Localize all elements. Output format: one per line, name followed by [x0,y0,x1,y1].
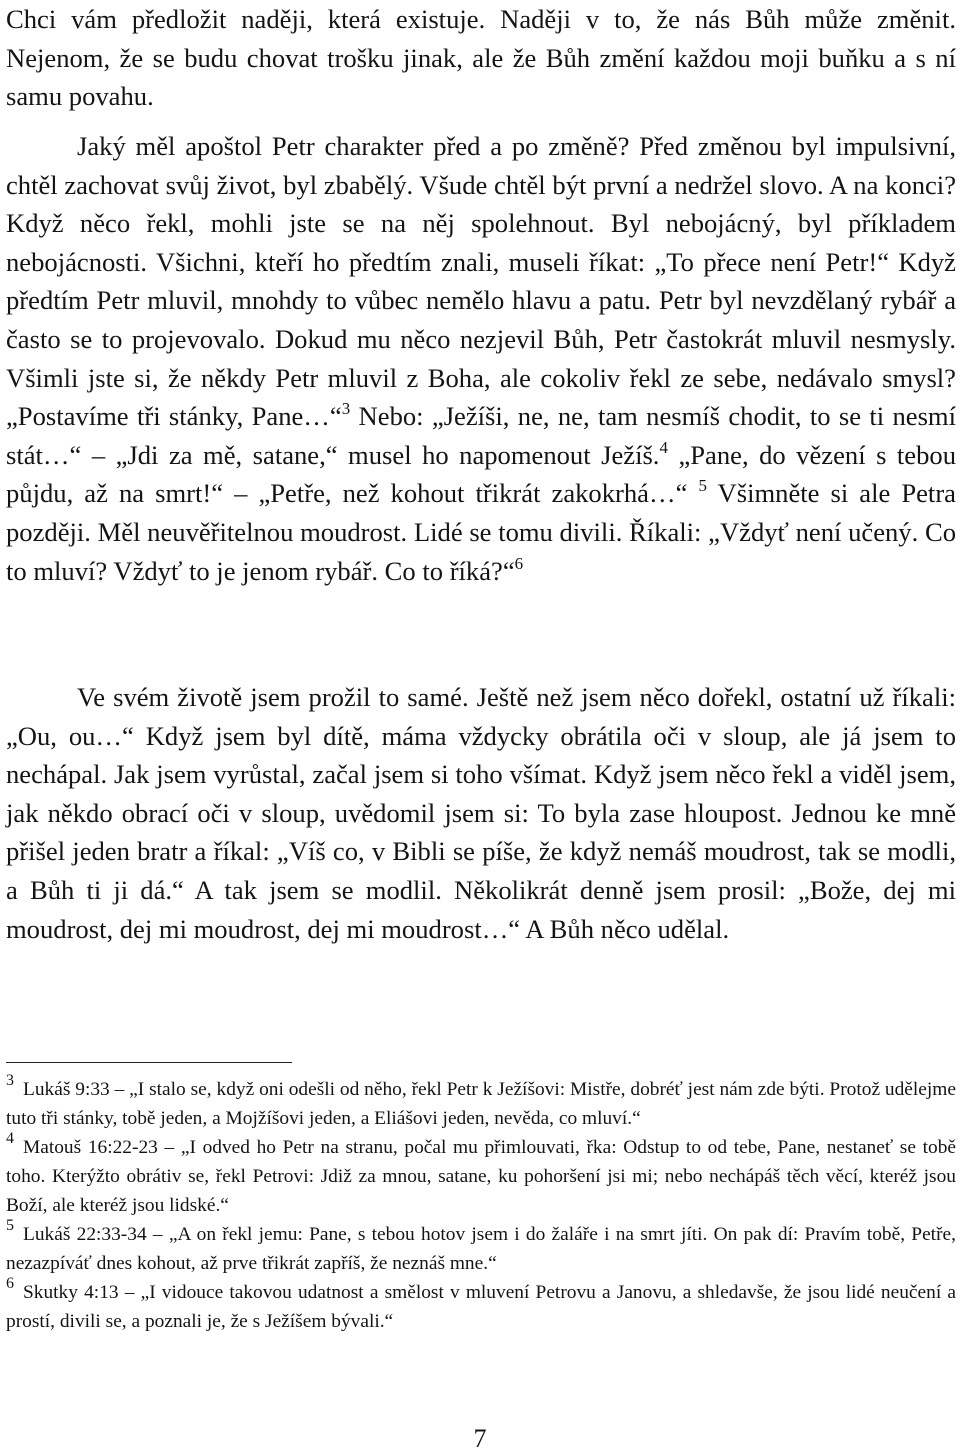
paragraph-intro [6,0,956,116]
paragraph-text: Jaký měl apoštol Petr charakter před a po změně? Před změnou byl impulsivní, chtěl zachovat svůj život, byl zbabělý. Všude chtěl být první a nedržel slovo. A na konci? Když něco řekl, mohli jste se na něj spolehnout. Byl nebojácný, byl příkladem nebojácnosti. Všichni, kteří ho předtím znali, museli říkat: „To přece není Petr!“ Když předtím Petr mluvil, mnohdy to vůbec nemělo hlavu a patu. Petr byl nevzdělaný rybář a často se to projevovalo. Dokud mu něco nezjevil Bůh, Petr častokrát mluvil nesmysly. Všimli jste si, že někdy Petr mluvil z Boha, ale cokoliv řekl ze sebe, nedávalo smysl? „Postavíme tři stánky, Pane…“ [6,131,956,432]
footnote-5 [6,1217,956,1278]
footnote-separator [6,1062,292,1063]
footnote-ref-3[interactable]: 3 [341,399,351,419]
footnote-number: 3 [6,1072,14,1089]
footnote-text: Lukáš 9:33 – „I stalo se, když oni odešli od něho, řekl Petr k Ježíšovi: Mistře, dobréť jest nám zde býti. Protož udělejme tuto tři stánky, tobě jeden, a Mojžíšovi jeden, a Eliášovi jeden, nevěda, co mluví.“ [6,1079,956,1129]
footnote-number: 6 [6,1275,14,1292]
page-number: 7 [473,1424,487,1453]
footnote-number: 4 [6,1130,14,1147]
footnote-text: Matouš 16:22-23 – „I odved ho Petr na stranu, počal mu přimlouvati, řka: Odstup to od tebe, Pane, nestaneť se tobě toho. Kterýžto obrátiv se, řekl Petrovi: Jdiž za mnou, satane, ku pohoršení jsi mi; nebo nechápáš těch věcí, kteréž jsou Boží, ale kteréž jsou lidské.“ [6,1137,956,1216]
footnote-text: Skutky 4:13 – „I vidouce takovou udatnost a smělost v mluvení Petrovu a Janovu, a shledavše, že jsou lidé neučení a prostí, divili se, a poznali je, že s Ježíšem bývali.“ [6,1282,956,1332]
footnote-text: Lukáš 22:33-34 – „A on řekl jemu: Pane, s tebou hotov jsem i do žaláře i na smrt jíti. On pak dí: Pravím tobě, Petře, nezazpíváť dnes kohout, až prve třikrát zapříš, že neznáš mne.“ [6,1224,956,1274]
paragraph-text: „Pane, do vězení s tebou půjdu, až na smrt!“ – „Petře, než kohout třikrát zakokrhá…“ [6,439,956,509]
paragraph-text: Chci vám předložit naději, která existuje. Naději v to, že nás Bůh může změnit. Nejenom, že se budu chovat trošku jinak, ale že Bůh změní každou moji buňku a s ní samu povahu. [6,4,956,112]
paragraph-personal [6,678,956,948]
footnote-ref-5[interactable]: 5 [698,476,707,496]
footnote-number: 5 [6,1217,14,1234]
footnotes [6,1072,956,1336]
footnote-ref-6[interactable]: 6 [514,553,524,573]
paragraph-peter [6,127,956,590]
footnote-3 [6,1072,956,1133]
footnote-4 [6,1130,956,1220]
paragraph-text: Ve svém životě jsem prožil to samé. Ještě než jsem něco dořekl, ostatní už říkali: „Ou, ou…“ Když jsem byl dítě, máma vždycky obrátila oči v sloup, ale já jsem to nechápal. Jak jsem vyrůstal, začal jsem si toho všímat. Když jsem něco řekl a viděl jsem, jak někdo obrací oči v sloup, uvědomil jsem si: To byla zase hloupost. Jednou ke mně přišel jeden bratr a říkal: „Víš co, v Bibli se píše, že když nemáš moudrost, tak se modli, a Bůh ti ji dá.“ A tak jsem se modlil. Několikrát denně jsem prosil: „Bože, dej mi moudrost, dej mi moudrost, dej mi moudrost…“ A Bůh něco udělal. [6,682,956,944]
paragraph-text: Nebo: „Ježíši, ne, ne, tam nesmíš chodit, to se ti nesmí stát…“ – „Jdi za mě, satane,“ musel ho napomenout Ježíš. [6,401,956,470]
paragraph-text: Všimněte si ale Petra později. Měl neuvěřitelnou moudrost. Lidé se tomu divili. Říkali: „Vždyť není učený. Co to mluví? Vždyť to je jenom rybář. Co to říká?“ [6,478,956,586]
footnote-ref-4[interactable]: 4 [659,437,668,457]
footnote-6 [6,1275,956,1336]
